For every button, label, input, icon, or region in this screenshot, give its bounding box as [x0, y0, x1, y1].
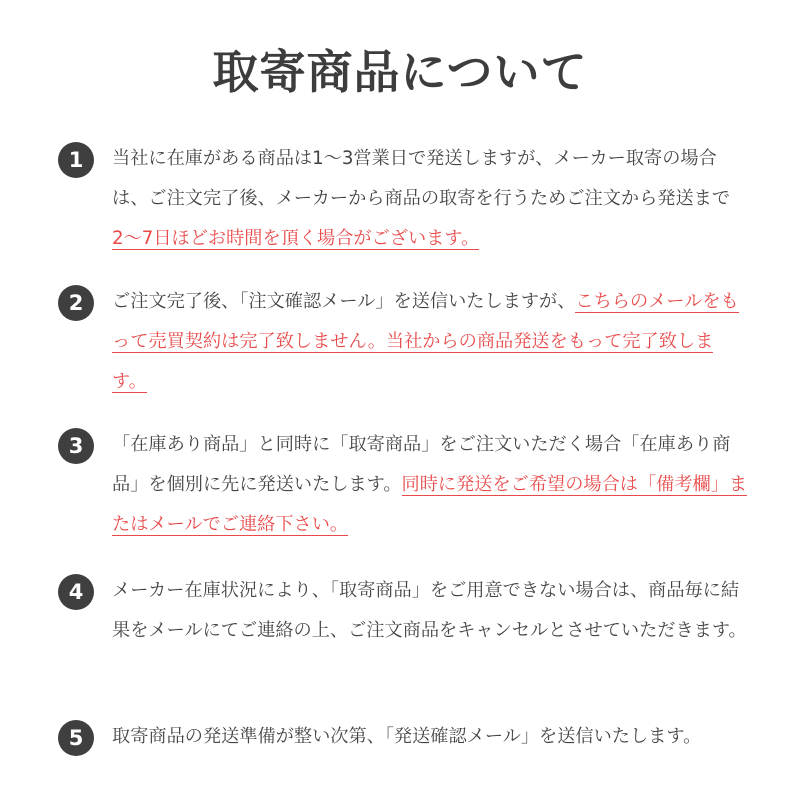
- notice-text: [112, 717, 748, 757]
- number-badge: 1: [58, 142, 94, 178]
- number-badge: 2: [58, 285, 94, 321]
- notice-text: [112, 425, 748, 545]
- notice-text-plain: 「在庫あり商品」と同時に「取寄商品」をご注文いただく場合「在庫あり商品」を個別に先に発送いたします。: [112, 434, 731, 495]
- notice-text-plain: 当社に在庫がある商品は1〜3営業日で発送しますが、メーカー取寄の場合は、ご注文完了後、メーカーから商品の取寄を行うためご注文から発送まで: [112, 148, 731, 209]
- number-badge: 5: [58, 720, 94, 756]
- number-badge: 3: [58, 428, 94, 464]
- notice-text-plain: メーカー在庫状況により、「取寄商品」をご用意できない場合は、商品毎に結果をメールにてご連絡の上、ご注文商品をキャンセルとさせていただきます。: [112, 580, 747, 641]
- notice-text-plain: ご注文完了後、「注文確認メール」を送信いたしますが、: [112, 291, 576, 312]
- notice-text-highlight: こちらのメールをもって売買契約は完了致しません。当社からの商品発送をもって完了致します。: [112, 291, 739, 392]
- notice-text-highlight: 同時に発送をご希望の場合は「備考欄」またはメールでご連絡下さい。: [112, 474, 748, 535]
- notice-text: [112, 282, 748, 402]
- notice-text-plain: 取寄商品の発送準備が整い次第、「発送確認メール」を送信いたします。: [112, 726, 702, 747]
- number-badge: 4: [58, 574, 94, 610]
- page-title: 取寄商品について: [212, 45, 588, 99]
- notice-text: [112, 139, 748, 259]
- notice-text: [112, 571, 748, 651]
- notice-text-highlight: 2〜7日ほどお時間を頂く場合がございます。: [112, 228, 480, 249]
